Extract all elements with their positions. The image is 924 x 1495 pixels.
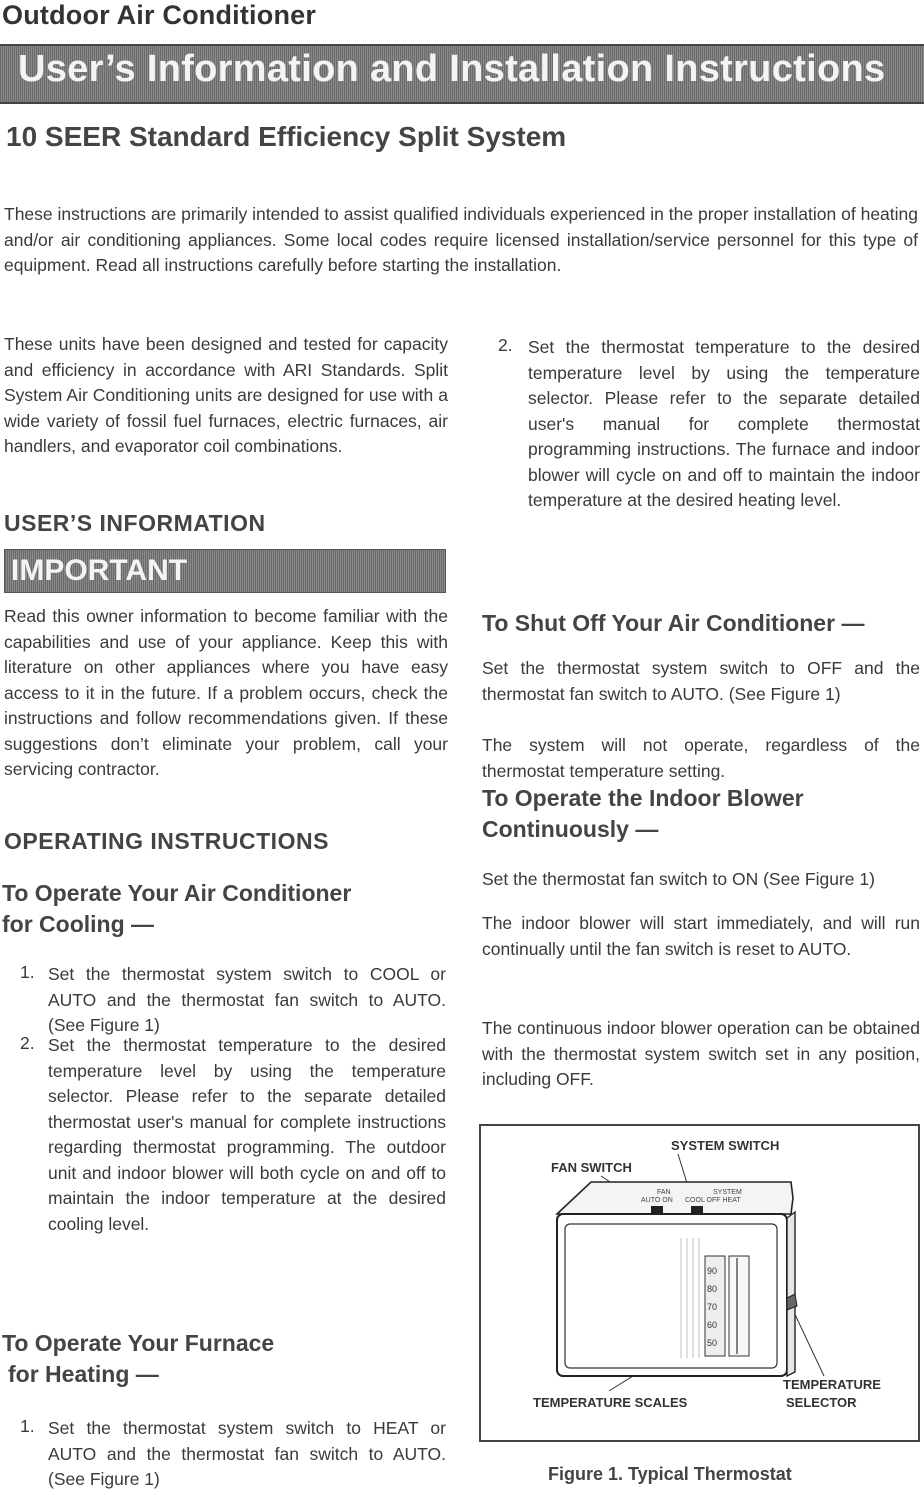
- list-number: 2.: [498, 335, 513, 355]
- system-mark: SYSTEM: [713, 1189, 742, 1196]
- selector-label: SELECTOR: [786, 1395, 857, 1410]
- list-item: Set the thermostat system switch to COOL or AUTO and the thermostat fan switch to AUTO. (See Figure 1): [48, 964, 446, 1035]
- system-modes-mark: COOL OFF HEAT: [685, 1197, 741, 1204]
- shutoff-paragraph-2: The system will not operate, regardless of the thermostat temperature setting.: [482, 735, 920, 781]
- heating-heading-line2: for Heating —: [8, 1361, 159, 1387]
- shutoff-paragraph-1: Set the thermostat system switch to OFF and the thermostat fan switch to AUTO. (See Figure 1): [482, 658, 920, 704]
- list-number: 1.: [20, 962, 35, 982]
- leader-line: [791, 1306, 824, 1376]
- list-item: Set the thermostat temperature to the desired temperature level by using the temperature selector. Please refer to the separate detailed user's manual for complete thermostat programming instructions. The furnace and indoor blower will cycle on and off to maintain the indoor temperature at the desired heating level.: [528, 337, 920, 510]
- shutoff-heading: To Shut Off Your Air Conditioner —: [482, 610, 865, 636]
- blower-heading-line2: Continuously —: [482, 816, 659, 842]
- list-item: Set the thermostat temperature to the desired temperature level by using the temperature selector. Please refer to the separate detailed thermostat user's manual for complete instructions regarding thermostat programming. The outdoor unit and indoor blower will both cycle on and off to maintain the indoor temperature at the desired cooling level.: [48, 1035, 446, 1234]
- blower-heading: [482, 783, 804, 845]
- blower-heading-line1: To Operate the Indoor Blower: [482, 785, 804, 811]
- cooling-heading: [2, 878, 351, 940]
- important-paragraph: Read this owner information to become familiar with the capabilities and use of your appliance. Keep this with literature on other appliances where you have easy access to it in the future. If a problem occurs, check the instructions and follow recommendations given. If these suggestions don’t eliminate your problem, call your servicing contractor.: [4, 606, 448, 779]
- blower-paragraph-3: The continuous indoor blower operation can be obtained with the thermostat system switch set in any position, including OFF.: [482, 1018, 920, 1089]
- intro-paragraph: These instructions are primarily intended to assist qualified individuals experienced in the proper installation of heating and/or air conditioning appliances. Some local codes require licensed installation/service personnel for this type of equipment. Read all instructions carefully before starting the installation.: [4, 204, 918, 275]
- subtitle: 10 SEER Standard Efficiency Split System: [6, 121, 567, 152]
- heating-heading-line1: To Operate Your Furnace: [2, 1330, 275, 1356]
- title-banner: [0, 44, 924, 104]
- list-number: 2.: [20, 1033, 35, 1053]
- thermostat-body: [557, 1182, 797, 1376]
- users-information-heading: USER’S INFORMATION: [4, 510, 266, 536]
- scale-mark: 50: [707, 1338, 718, 1348]
- list-item: Set the thermostat system switch to HEAT or AUTO and the thermostat fan switch to AUTO. (See Figure 1): [48, 1418, 446, 1489]
- blower-paragraph-1: Set the thermostat fan switch to ON (See Figure 1): [482, 869, 875, 889]
- scale-mark: 90: [707, 1266, 718, 1276]
- fan-switch-label: FAN SWITCH: [551, 1160, 632, 1175]
- thermostat-figure: [481, 1126, 918, 1440]
- system-switch-knob: [691, 1206, 703, 1214]
- cooling-heading-line1: To Operate Your Air Conditioner: [2, 880, 352, 906]
- figure-caption: Figure 1. Typical Thermostat: [548, 1464, 792, 1484]
- operating-instructions-heading: OPERATING INSTRUCTIONS: [4, 828, 329, 854]
- system-switch-label: SYSTEM SWITCH: [671, 1138, 780, 1153]
- auto-on-mark: AUTO ON: [641, 1197, 673, 1204]
- cooling-heading-line2: for Cooling —: [2, 911, 155, 937]
- temperature-scales-label: TEMPERATURE SCALES: [533, 1395, 688, 1410]
- banner-text: User’s Information and Installation Instructions: [18, 48, 886, 90]
- list-number: 1.: [20, 1416, 35, 1436]
- important-label: IMPORTANT: [11, 554, 188, 587]
- important-banner: [4, 549, 446, 593]
- document-title: Outdoor Air Conditioner: [2, 0, 317, 30]
- fan-switch-knob: [651, 1206, 663, 1214]
- scale-mark: 60: [707, 1320, 718, 1330]
- heating-heading: [2, 1328, 274, 1390]
- design-paragraph: These units have been designed and tested for capacity and efficiency in accordance with ARI Standards. Split System Air Conditioning units are designed for use with a wide variety of fossil fuel furnaces, electric furnaces, air handlers, and evaporator coil combinations.: [4, 334, 448, 456]
- scale-mark: 70: [707, 1302, 718, 1312]
- scale-mark: 80: [707, 1284, 718, 1294]
- blower-paragraph-2: The indoor blower will start immediately, and will run continually until the fan switch is reset to AUTO.: [482, 913, 920, 959]
- temperature-label: TEMPERATURE: [783, 1377, 881, 1392]
- fan-mark: FAN: [657, 1189, 671, 1196]
